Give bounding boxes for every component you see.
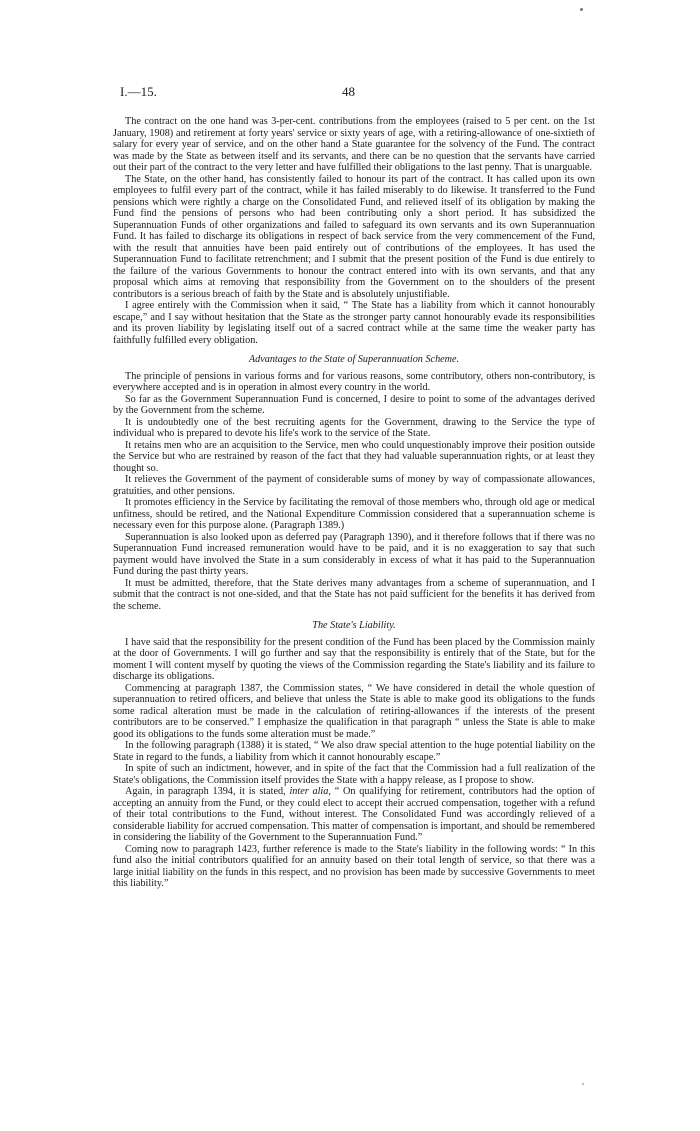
paragraph: It relieves the Government of the payment of considerable sums of money by way of compassionate allowances, gratuities, and other pensions. bbox=[113, 474, 595, 497]
paragraph: It is undoubtedly one of the best recruiting agents for the Government, drawing to the Service the type of individual who is prepared to devote his life's work to the service of the State. bbox=[113, 416, 595, 439]
section-heading-liability: The State's Liability. bbox=[312, 620, 396, 631]
scan-speck bbox=[580, 8, 583, 11]
paragraph: It must be admitted, therefore, that the State derives many advantages from a scheme of superannuation, and I submit that the contract is not one-sided, and that the State has not paid sufficient for the benefits it has derived from the scheme. bbox=[113, 577, 595, 612]
paragraph: In spite of such an indictment, however, and in spite of the fact that the Commission had a full realization of the State's obligations, the Commission itself provides the State with a happy release, as I propose to show. bbox=[113, 763, 595, 786]
body-text bbox=[113, 116, 595, 890]
paragraph: Coming now to paragraph 1423, further reference is made to the State's liability in the following words: “ In this fund also the initial contributors qualified for an annuity based on their total length of service, so that there was a large initial liability on the funds in this respect, and no provision has been made by successive Governments to meet this liability.” bbox=[113, 843, 595, 889]
paragraph: The contract on the one hand was 3-per-cent. contributions from the employees (raised to 5 per cent. on the 1st January, 1908) and retirement at forty years' service or sixty years of age, with a retiring-allowance of one-sixtieth of salary for every year of service, and on the other hand a State guarantee for the solvency of the Fund. The contract was made by the State as between itself and its servants, and there can be no question that the servants have carried out their part of the contract to the very letter and have fulfilled their obligations to the last penny. That is unarguable. bbox=[113, 116, 595, 173]
paragraph: I have said that the responsibility for the present condition of the Fund has been placed by the Commission mainly at the door of Governments. I will go further and say that the responsibility is entirely that of the State, but for the moment I will content myself by quoting the views of the Commission regarding the State's liability and its failure to discharge its obligations. bbox=[113, 636, 595, 682]
italic-phrase: inter alia bbox=[289, 786, 329, 797]
paragraph: It promotes efficiency in the Service by facilitating the removal of those members who, through old age or medical unfitness, should be retired, and the National Expenditure Commission considered that a superannuation scheme is necessary even for this purpose alone. (Paragraph 1389.) bbox=[113, 497, 595, 531]
paragraph: Commencing at paragraph 1387, the Commission states, “ We have considered in detail the whole question of superannuation to retired officers, and believe that unless the State is able to make good its obligations to the funds some radical alteration must be made in the calculation of retiring-allowances if the interests of the present contributors are to be conserved.” I emphasize the qualification in that paragraph “ unless the State is able to make good its obligations to the funds some alteration must be made.” bbox=[113, 682, 595, 740]
paragraph: I agree entirely with the Commission when it said, “ The State has a liability from which it cannot honourably escape,” and I say without hesitation that the State as the stronger party cannot honourably evade its responsibilities and its proven liability by legislating itself out of a sacred contract while at the same time the weaker party has faithfully fulfilled every obligation. bbox=[113, 300, 595, 346]
paragraph-inter-alia bbox=[113, 786, 595, 844]
paragraph: Superannuation is also looked upon as deferred pay (Paragraph 1390), and it therefore follows that if there was no Superannuation Fund increased remuneration would have to be paid, and it is no exaggeration to say that such payment would have involved the State in a sum considerably in excess of what it has paid to the Superannuation Fund during the past thirty years. bbox=[113, 531, 595, 577]
paragraph: The principle of pensions in various forms and for various reasons, some contributory, others non-contributory, is everywhere accepted and is in operation in almost every country in the world. bbox=[113, 370, 595, 393]
paragraph: In the following paragraph (1388) it is stated, “ We also draw special attention to the huge potential liability on the State in regard to the funds, a liability from which it cannot honourably escape.” bbox=[113, 740, 595, 763]
paragraph: The State, on the other hand, has consistently failed to honour its part of the contract. It has called upon its own employees to fulfil every part of the contract, while it has failed miserably to do likewise. It transferred to the Fund pensions which were rightly a charge on the Consolidated Fund, and relieved itself of its obligation by making the Fund find the pensions of persons who had been contributing only a short period. It has subsidized the Superannuation Funds of other organizations and failed to safeguard its own servants and its own Superannuation Fund. It has failed to discharge its obligations in respect of back service from the very commencement of the Fund, with the result that annuities have been paid entirely out of contributions of the employees. It has used the Superannuation Fund to facilitate retrenchment; and I submit that the present position of the Fund is due entirely to the failure of the various Governments to honour the contract entered into with its own servants, and that any proposal which aims at removing that responsibility from the Government on to the shoulders of the present contributors is a serious breach of faith by the State and is absolutely unjustifiable. bbox=[113, 173, 595, 300]
scan-speck bbox=[582, 1083, 584, 1085]
paragraph: So far as the Government Superannuation Fund is concerned, I desire to point to some of the advantages derived by the Government from the scheme. bbox=[113, 393, 595, 416]
text-run: , “ On qualifying for retirement, contributors had the option of accepting an annuity from the Fund, or they could elect to accept their accrued compensation, together with a refund of their total contributions to the Fund, without interest. The Consolidated Fund was accordingly relieved of a considerable liability for accrued compensation. This matter of compensation is important, and should be remembered in considering the liability of the Government to the Superannuation Fund.” bbox=[113, 786, 596, 843]
report-reference: I.—15. bbox=[120, 84, 157, 99]
page-number: 48 bbox=[342, 84, 355, 99]
page-header bbox=[120, 84, 595, 100]
section-heading-advantages: Advantages to the State of Superannuation Scheme. bbox=[248, 354, 460, 365]
text-run: Again, in paragraph 1394, it is stated, bbox=[125, 786, 290, 797]
paragraph: It retains men who are an acquisition to the Service, men who could unquestionably improve their position outside the Service but who are restrained by reason of the fact that they had valuable superannuation rights, or at least they thought so. bbox=[113, 439, 595, 474]
